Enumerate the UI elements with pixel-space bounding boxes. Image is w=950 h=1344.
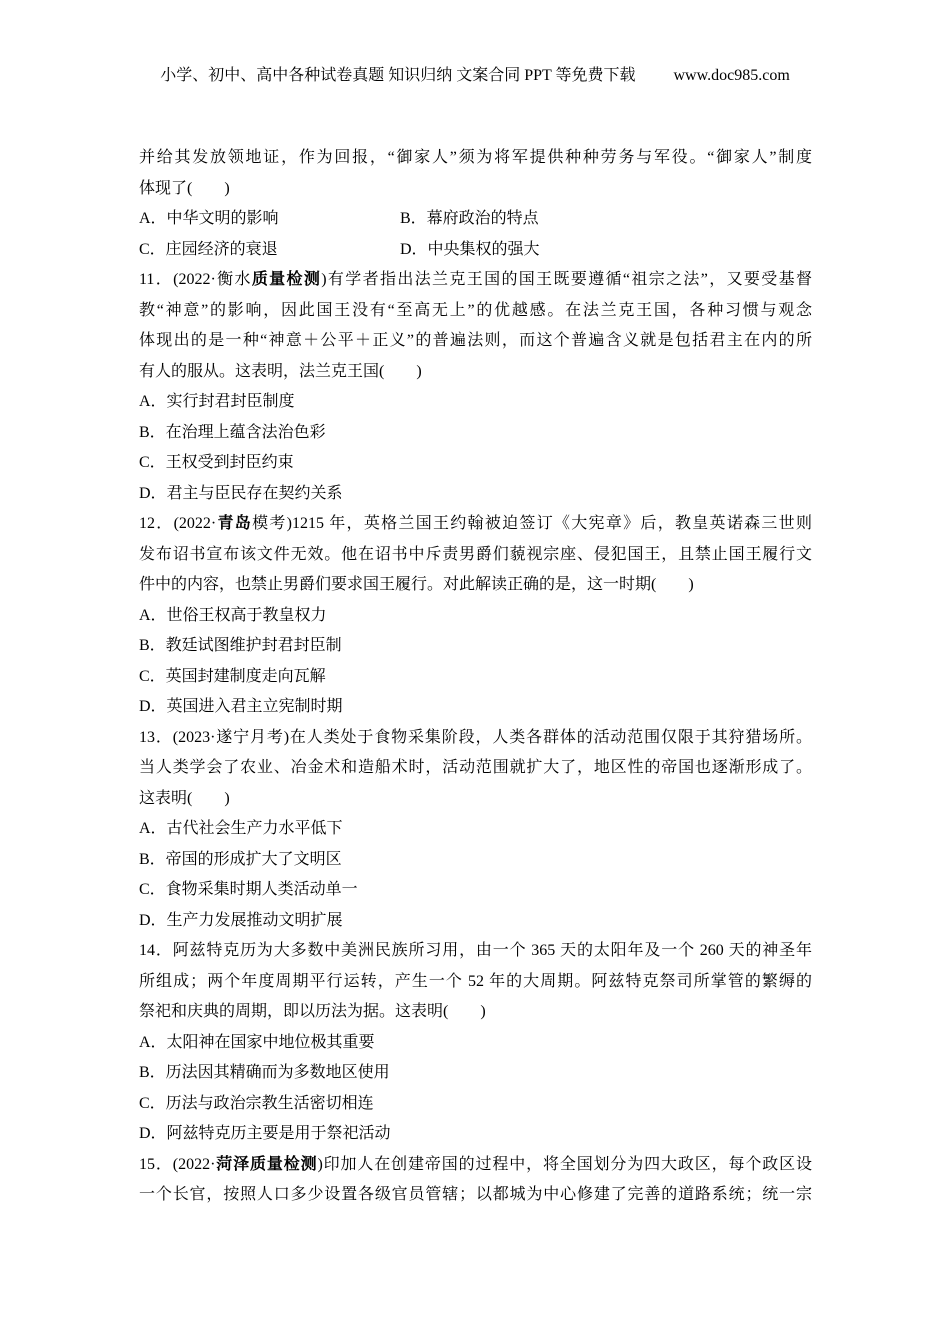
stem-text: 13．(2023·遂宁月考)在人类处于食物采集阶段，人类各群体的活动范围仅限于其狩猎场所。 <box>139 728 812 746</box>
stem-text: 并给其发放领地证，作为回报，“御家人”须为将军提供种种劳务与军役。“御家人”制度 <box>139 149 812 166</box>
stem-source-bold-text: 质量检测 <box>251 271 322 288</box>
question-10-continued-options-row-1 <box>139 204 812 235</box>
question-11-option-A: A．实行封君封臣制度 <box>139 393 295 410</box>
stem-text: )印加人在创建帝国的过程中，将全国划分为四大政区，每个政区设 <box>317 1155 812 1173</box>
stem-text: 这表明( ) <box>139 789 230 807</box>
stem-text: 一个长官，按照人口多少设置各级官员管辖；以都城为中心修建了完善的道路系统；统一宗 <box>139 1186 812 1203</box>
question-12-stem-line-1 <box>139 509 812 540</box>
stem-text: 模考)1215 年，英格兰国王约翰被迫签订《大宪章》后，教皇英诺森三世则 <box>252 515 812 532</box>
stem-text: 发布诏书宣布该文件无效。他在诏书中斥责男爵们藐视宗座、侵犯国王，且禁止国王履行文 <box>139 545 812 563</box>
question-12-stem-line-2 <box>139 540 812 571</box>
question-12-stem-line-3 <box>139 570 812 601</box>
question-11-option-B: B．在治理上蕴含法治色彩 <box>139 423 326 441</box>
question-12-option-A: A．世俗王权高于教皇权力 <box>139 606 327 624</box>
stem-text: 12．(2022· <box>139 515 217 532</box>
stem-text: 教“神意”的影响，因此国王没有“至高无上”的优越感。在法兰克王国，各种习惯与观念 <box>139 301 812 319</box>
stem-source-bold-text: 青岛 <box>216 515 253 532</box>
stem-text: 14．阿兹特克历为大多数中美洲民族所习用，由一个 365 天的太阳年及一个 260 天的神圣年 <box>139 942 812 959</box>
question-13-option-B: B．帝国的形成扩大了文明区 <box>139 850 342 868</box>
question-14-stem-line-1 <box>139 936 812 967</box>
question-13-stem-line-3 <box>139 784 812 815</box>
question-10-continued-option-C: C．庄园经济的衰退 <box>139 240 278 258</box>
question-11-stem-line-2 <box>139 296 812 327</box>
question-11-option-C: C．王权受到封臣约束 <box>139 454 294 471</box>
question-12-option-D: D．英国进入君主立宪制时期 <box>139 698 343 715</box>
stem-text: 有人的服从。这表明，法兰克王国( ) <box>139 362 422 380</box>
question-10-continued-options-row-2 <box>139 235 812 266</box>
question-14-stem-line-3 <box>139 997 812 1028</box>
question-10-continued-option-A: A．中华文明的影响 <box>139 210 279 227</box>
watermark-text: 小学、初中、高中各种试卷真题 知识归纳 文案合同 PPT 等免费下载 <box>160 67 636 84</box>
question-10-continued-stem-line-1 <box>139 143 812 174</box>
stem-text: 所组成；两个年度周期平行运转，产生一个 52 年的大周期。阿兹特克祭司所掌管的繁缛的 <box>139 972 812 990</box>
stem-text: 祭祀和庆典的周期，即以历法为据。这表明( ) <box>139 1003 486 1020</box>
question-14-stem-line-2 <box>139 967 812 998</box>
stem-text: 件中的内容，也禁止男爵们要求国王履行。对此解读正确的是，这一时期( ) <box>139 576 694 593</box>
question-13-option-D: D．生产力发展推动文明扩展 <box>139 911 343 929</box>
question-13-option-A: A．古代社会生产力水平低下 <box>139 820 343 837</box>
stem-text: )有学者指出法兰克王国的国王既要遵循“祖宗之法”，又要受基督 <box>321 271 812 288</box>
question-11-stem-line-4 <box>139 357 812 388</box>
watermark-url: www.doc985.com <box>673 67 790 84</box>
question-13-stem-line-2 <box>139 753 812 784</box>
question-12-option-C: C．英国封建制度走向瓦解 <box>139 667 326 685</box>
question-13-option-C: C．食物采集时期人类活动单一 <box>139 881 358 898</box>
stem-text: 体现出的是一种“神意＋公平＋正义”的普遍法则，而这个普遍含义就是包括君主在内的所 <box>139 332 812 349</box>
question-10-continued-option-B: B．幕府政治的特点 <box>400 210 539 227</box>
stem-text: 15．(2022· <box>139 1155 216 1173</box>
question-15-stem-line-2 <box>139 1180 812 1211</box>
question-11-stem-line-3 <box>139 326 812 357</box>
question-14-option-A: A．太阳神在国家中地位极其重要 <box>139 1033 375 1051</box>
question-14-option-C: C．历法与政治宗教生活密切相连 <box>139 1094 374 1112</box>
stem-text: 体现了( ) <box>139 179 230 197</box>
question-15-stem-line-1 <box>139 1150 812 1181</box>
stem-text: 当人类学会了农业、冶金术和造船术时，活动范围就扩大了，地区性的帝国也逐渐形成了。 <box>139 759 812 776</box>
stem-source-bold-text: 菏泽质量检测 <box>215 1155 318 1173</box>
question-14-option-D: D．阿兹特克历主要是用于祭祀活动 <box>139 1125 391 1142</box>
question-11-option-D: D．君主与臣民存在契约关系 <box>139 484 343 502</box>
site-watermark-header <box>0 62 950 85</box>
question-10-continued-stem-line-2 <box>139 174 812 205</box>
stem-text: 11．(2022·衡水 <box>139 271 252 288</box>
question-11-stem-line-1 <box>139 265 812 296</box>
question-14-option-B: B．历法因其精确而为多数地区使用 <box>139 1064 390 1081</box>
question-10-continued-option-D: D．中央集权的强大 <box>400 240 540 258</box>
question-13-stem-line-1 <box>139 723 812 754</box>
question-12-option-B: B．教廷试图维护封君封臣制 <box>139 637 342 654</box>
document-body <box>139 143 812 1211</box>
